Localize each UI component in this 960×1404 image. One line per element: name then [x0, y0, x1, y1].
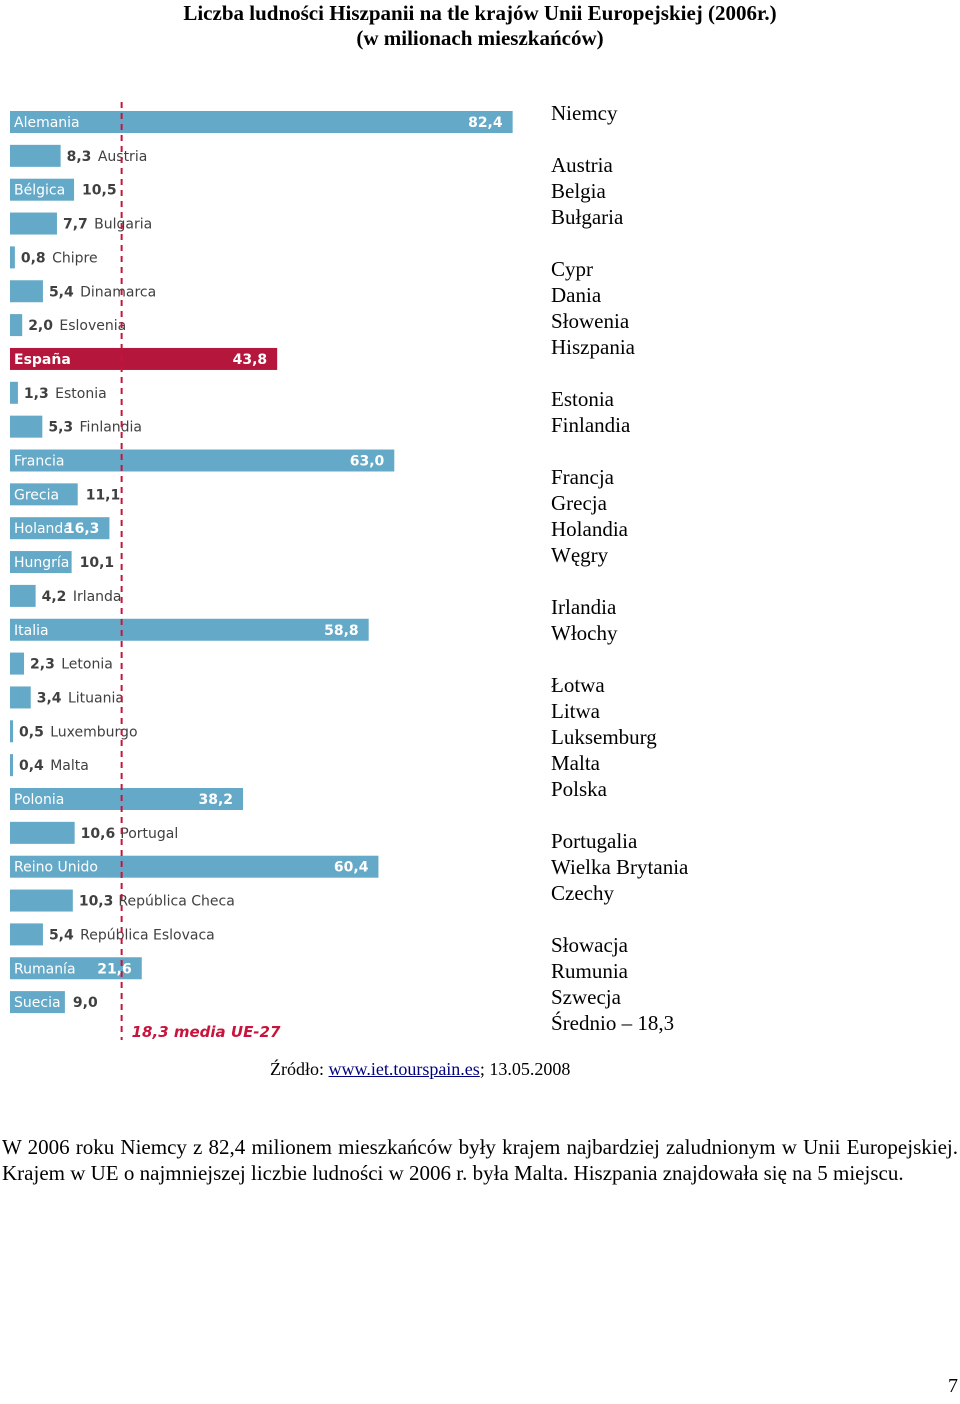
value-label: 4,2 — [41, 588, 67, 605]
bar-row — [10, 991, 98, 1013]
bar-row — [10, 619, 369, 641]
bar-row — [10, 585, 122, 607]
bar-row — [10, 145, 147, 167]
bar-row — [10, 788, 243, 810]
category-label: Portugal — [120, 825, 179, 842]
bar-mark — [10, 754, 13, 776]
polish-name: Grecja — [551, 491, 607, 515]
bar-mark — [10, 246, 15, 268]
value-label: 5,3 — [48, 419, 74, 436]
bar-mark — [10, 382, 18, 404]
bar-row — [10, 179, 117, 201]
category-label: España — [14, 351, 71, 368]
category-label: Eslovenia — [59, 318, 127, 335]
value-label: 8,3 — [66, 148, 92, 165]
average-label: 18,3 media UE-27 — [131, 1023, 281, 1041]
bar-row — [10, 348, 277, 370]
polish-name: Hiszpania — [551, 335, 635, 359]
polish-name: Luksemburg — [551, 725, 657, 749]
value-label: 63,0 — [349, 453, 385, 470]
value-label: 10,5 — [82, 182, 117, 199]
category-label: Reino Unido — [14, 859, 98, 876]
category-label: Alemania — [14, 115, 80, 131]
bar-mark — [10, 890, 73, 912]
value-label: 10,6 — [80, 825, 116, 842]
polish-name: Polska — [551, 777, 608, 801]
value-label: 21,6 — [97, 961, 132, 978]
category-label: Chipre — [52, 250, 98, 267]
bar-row — [10, 213, 152, 235]
bar-row — [10, 280, 156, 302]
bar-row — [10, 923, 215, 945]
polish-name: Malta — [551, 751, 600, 775]
value-label: 5,4 — [48, 284, 74, 301]
bar-mark — [10, 213, 57, 235]
chart-title-line2: (w milionach mieszkańców) — [356, 26, 604, 50]
category-label: Dinamarca — [80, 284, 157, 301]
polish-name: Włochy — [551, 621, 618, 645]
bar-row — [10, 111, 513, 133]
category-label: Finlandia — [79, 419, 143, 436]
category-label: Holanda — [14, 521, 72, 538]
polish-name: Irlandia — [551, 595, 617, 619]
bar-row — [10, 822, 178, 844]
bar-row — [10, 246, 98, 268]
category-label: Austria — [97, 148, 148, 165]
value-label: 9,0 — [72, 995, 98, 1012]
bar-mark — [10, 280, 43, 302]
bar-row — [10, 720, 138, 742]
polish-name: Austria — [551, 153, 613, 177]
value-label: 38,2 — [198, 792, 234, 808]
category-label: Polonia — [14, 792, 65, 808]
value-label: 82,4 — [468, 115, 503, 131]
value-label: 10,3 — [78, 893, 114, 910]
polish-name: Estonia — [551, 387, 614, 411]
bar-row — [10, 754, 89, 776]
bar-row — [10, 483, 120, 505]
bar-mark — [10, 619, 369, 641]
category-label: Estonia — [55, 385, 107, 402]
value-label: 2,3 — [30, 656, 55, 673]
polish-name: Szwecja — [551, 985, 621, 1009]
bar-mark — [10, 585, 36, 607]
category-label: Hungría — [14, 555, 70, 572]
polish-name: Litwa — [551, 699, 600, 723]
bar-row — [10, 517, 109, 539]
polish-name: Węgry — [551, 543, 609, 567]
source-suffix: ; 13.05.2008 — [479, 1059, 571, 1079]
polish-name: Słowenia — [551, 309, 630, 333]
bar-chart — [0, 100, 540, 1045]
bar-mark — [10, 416, 42, 438]
value-label: 58,8 — [324, 622, 359, 639]
polish-name: Cypr — [551, 257, 593, 281]
value-label: 10,1 — [79, 555, 115, 572]
source-note — [270, 1059, 570, 1080]
polish-name: Portugalia — [551, 829, 638, 853]
bar-row — [10, 856, 378, 878]
bar-mark — [10, 720, 13, 742]
polish-name: Finlandia — [551, 413, 631, 437]
bar-row — [10, 551, 114, 573]
value-label: 11,1 — [85, 487, 121, 504]
polish-name: Belgia — [551, 179, 606, 203]
bar-row — [10, 382, 107, 404]
value-label: 2,0 — [28, 318, 54, 335]
value-label: 7,7 — [62, 216, 88, 233]
polish-name: Dania — [551, 283, 602, 307]
value-label: 0,4 — [19, 758, 44, 775]
polish-name: Francja — [551, 465, 614, 489]
bar-mark — [10, 145, 61, 167]
category-label: Suecia — [14, 995, 61, 1012]
category-label: Bélgica — [14, 182, 66, 199]
polish-name: Holandia — [551, 517, 628, 541]
value-label: 16,3 — [64, 521, 100, 538]
polish-name: Rumunia — [551, 959, 628, 983]
category-label: República Eslovaca — [80, 927, 215, 944]
value-label: 60,4 — [333, 859, 369, 876]
source-prefix: Źródło: — [270, 1059, 329, 1079]
bar-mark — [10, 314, 22, 336]
polish-name: Słowacja — [551, 933, 628, 957]
value-label: 0,8 — [20, 250, 46, 267]
page-number: 7 — [948, 1375, 958, 1397]
bar-row — [10, 653, 113, 675]
value-label: 0,5 — [19, 724, 44, 741]
value-label: 3,4 — [36, 690, 62, 707]
bar-mark — [10, 450, 394, 472]
bar-row — [10, 314, 126, 336]
bar-mark — [10, 653, 24, 675]
category-label: Italia — [14, 622, 49, 639]
category-label: Irlanda — [72, 588, 122, 605]
polish-name: Bułgaria — [551, 205, 624, 229]
bar-mark — [10, 686, 31, 708]
polish-name: Łotwa — [551, 673, 605, 697]
category-label: Rumanía — [14, 961, 76, 978]
category-label: Luxemburgo — [50, 724, 138, 741]
value-label: 5,4 — [48, 927, 74, 944]
source-link[interactable]: www.iet.tourspain.es — [328, 1059, 480, 1079]
category-label: República Checa — [118, 893, 235, 910]
polish-name: Niemcy — [551, 101, 618, 125]
summary-paragraph: W 2006 roku Niemcy z 82,4 milionem mieszkańców były krajem najbardziej zaludnionym w Unii Europejskiej. Krajem w UE o najmniejszej liczbie ludności w 2006 r. była Malta. Hiszpania znajdowała się na 5 miejscu. — [2, 1135, 958, 1185]
polish-name: Średnio – 18,3 — [551, 1011, 675, 1035]
category-label: Francia — [14, 453, 65, 470]
category-label: Bulgaria — [94, 216, 153, 233]
polish-name: Wielka Brytania — [551, 855, 689, 879]
category-label: Lituania — [67, 690, 124, 707]
bar-mark — [10, 822, 75, 844]
bar-mark — [10, 923, 43, 945]
value-label: 1,3 — [23, 385, 49, 402]
category-label: Grecia — [14, 487, 60, 504]
polish-name: Czechy — [551, 881, 614, 905]
bar-mark — [10, 111, 513, 133]
category-label: Malta — [50, 758, 89, 775]
category-label: Letonia — [61, 656, 113, 673]
value-label: 43,8 — [232, 351, 268, 368]
bar-row — [10, 686, 124, 708]
chart-title-line1: Liczba ludności Hiszpanii na tle krajów Unii Europejskiej (2006r.) — [183, 1, 777, 25]
bar-row — [10, 450, 394, 472]
